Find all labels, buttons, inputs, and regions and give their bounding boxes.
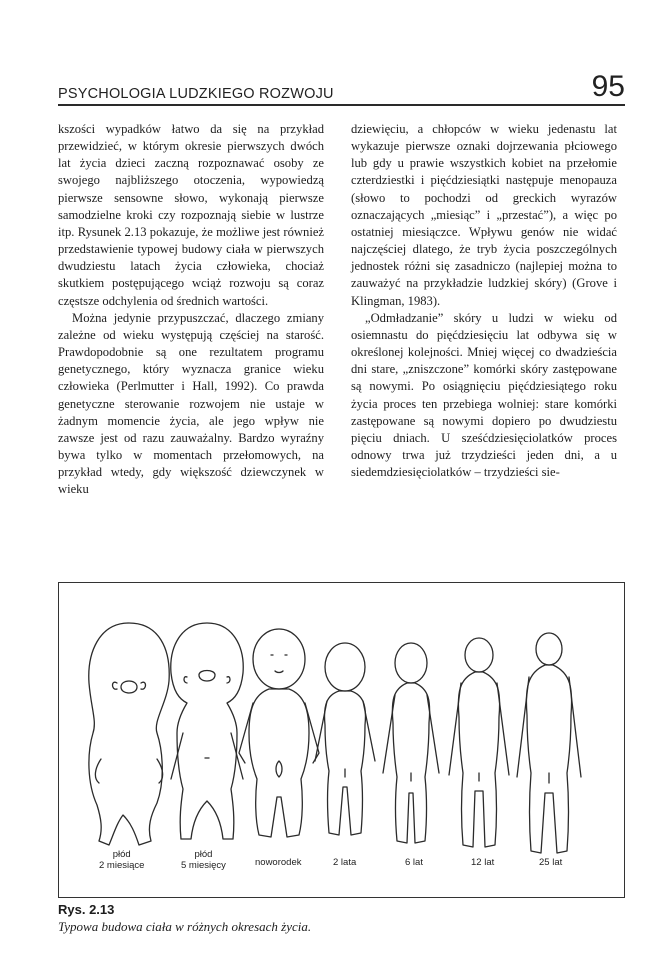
paragraph: Można jedynie przypuszczać, dlaczego zmiany zależne od wieku występują częściej na starość. Prawdopodobnie są one rezultatem programu genetycznego, który wyznacza granice wieku człowieka (Perlmutter i Hall, 1992). Co prawda genetyczne sterowanie rozwojem nie ustaje w żadnym momencie życia, ale jego wpływ nie zawsze jest od razu zauważalny. Bardzo wyraźny bywa tylko w momentach przełomowych, na przykład wtedy, gdy większość dziewczynek w wieku: [58, 310, 324, 497]
fetus-2-months-figure: [89, 623, 169, 845]
label-fetus-5-months-text: płód 5 miesięcy: [181, 849, 226, 871]
figure-caption-label: Rys. 2.13: [58, 902, 115, 917]
label-newborn: noworodek: [255, 857, 302, 868]
age-6-figure: [383, 643, 439, 843]
figure-caption-text: Typowa budowa ciała w różnych okresach życia.: [58, 919, 312, 934]
label-fetus-2-months: [99, 849, 144, 871]
age-25-figure: [517, 633, 581, 853]
body-proportions-figure: [58, 582, 625, 898]
fetus-5-months-figure: [171, 623, 243, 839]
label-fetus-5-months: [181, 849, 226, 871]
running-header-title: PSYCHOLOGIA LUDZKIEGO ROZWOJU: [58, 86, 334, 102]
page-number: 95: [591, 70, 625, 103]
paragraph: kszości wypadków łatwo da się na przykład przewidzieć, w którym okresie pierwszych dwóch lat życia dzieci zaczną rozpoznawać osoby ze swojego najbliższego otoczenia, wypowiedzą pierwsze sensowne słowo, wykonają pierwsze samodzielne kroki czy rozpoznają siebie w lustrze itp. Rysunek 2.13 pokazuje, że możliwe jest również przedstawienie typowej budowy ciała w pierwszych dwudziestu latach życia człowieka, chociaż skutkiem postępującego wciąż rozwoju są coraz częstsze odchylenia od średnich wartości.: [58, 122, 324, 308]
label-age-25: 25 lat: [539, 857, 563, 868]
age-12-figure: [449, 638, 509, 847]
label-fetus-2-months-text: płód 2 miesiące: [99, 849, 145, 871]
paragraph: dziewięciu, a chłopców w wieku jedenastu lat wykazuje pierwsze oznaki dojrzewania płciowego lub gdy u prawie wszystkich kobiet na przełomie czterdziestki i pięćdziesiątki następuje menopauza (słowo to pochodzi od greckich wyrazów oznaczających „miesiąc” i „przestać”), a więc po ostatniej miesiączce. Wpływu genów nie widać najczęściej dlatego, że tryb życia poszczególnych jednostek różni się zasadniczo (najlepiej można to zauważyć na przykładzie ludzkiej skóry) (Grove i Klingman, 1983).: [351, 122, 617, 308]
newborn-figure: [239, 629, 319, 837]
left-text-column: [58, 121, 324, 498]
label-age-2: 2 lata: [333, 857, 357, 868]
age-2-figure: [315, 643, 375, 835]
right-text-column: [351, 121, 617, 481]
paragraph: „Odmładzanie” skóry u ludzi w wieku od osiemnastu do pięćdziesięciu lat odbywa się w określonej kolejności. Mniej więcej co dwadzieścia dni stare, „zniszczone” komórki skóry zastępowane są nowymi. Po osiągnięciu pięćdziesiątego roku życia proces ten przebiega wolniej: stare komórki zastępowane są nowymi dopiero po dwudziestu pięciu dniach. U sześćdziesięciolatków proces odnowy trwa już trzydzieści jeden dni, a u siedemdziesięciolatków – trzydzieści sie-: [351, 310, 617, 480]
label-age-6: 6 lat: [405, 857, 423, 868]
label-age-12: 12 lat: [471, 857, 495, 868]
header-rule: [58, 104, 625, 106]
